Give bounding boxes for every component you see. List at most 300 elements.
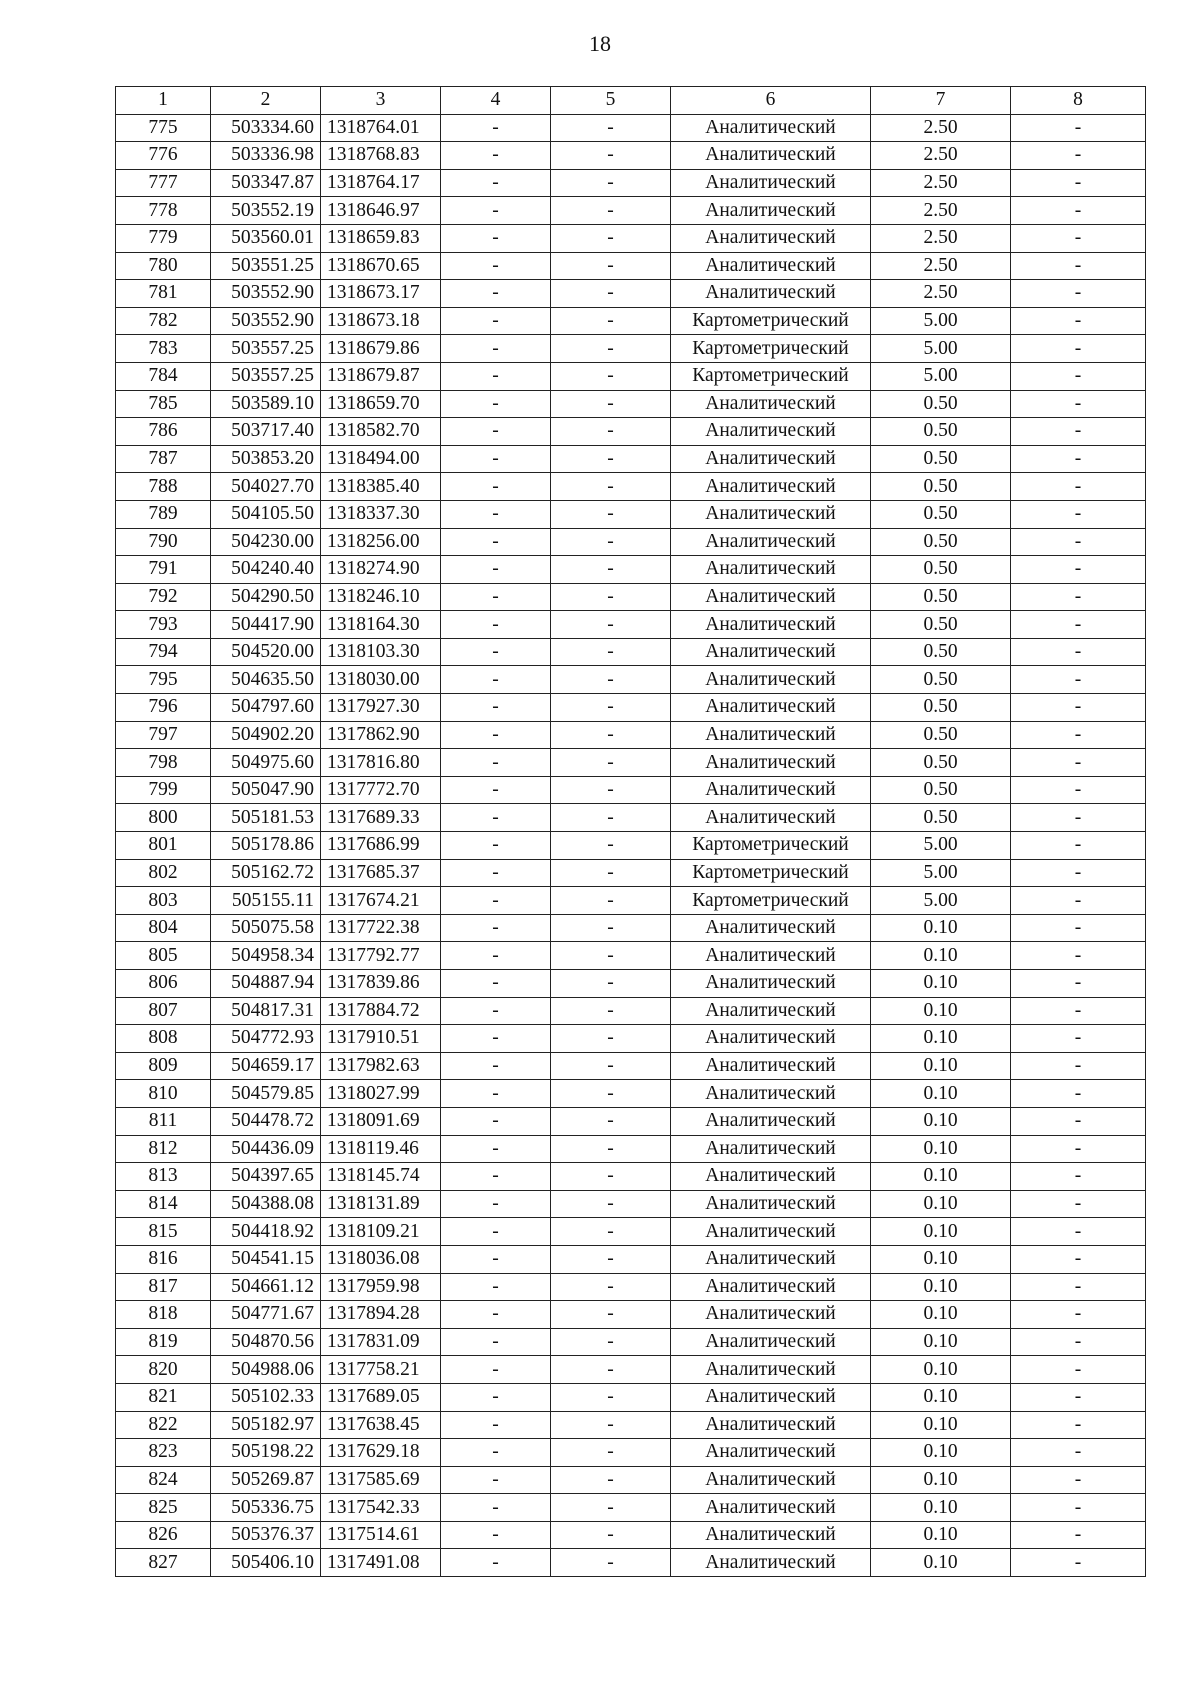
table-cell-col-7: 0.10 bbox=[871, 1107, 1011, 1135]
table-row bbox=[116, 280, 1146, 308]
table-cell-col-5: - bbox=[551, 749, 671, 777]
table-cell-col-7: 0.50 bbox=[871, 776, 1011, 804]
table-row bbox=[116, 859, 1146, 887]
table-cell-col-2: 504772.93 bbox=[211, 1025, 321, 1053]
table-cell-col-8: - bbox=[1011, 611, 1146, 639]
column-header-8: 8 bbox=[1011, 87, 1146, 115]
table-cell-col-6: Аналитический bbox=[671, 666, 871, 694]
table-cell-col-5: - bbox=[551, 997, 671, 1025]
table-cell-col-2: 503853.20 bbox=[211, 445, 321, 473]
table-cell-col-6: Картометрический bbox=[671, 335, 871, 363]
table-row bbox=[116, 970, 1146, 998]
table-cell-col-7: 0.10 bbox=[871, 1218, 1011, 1246]
table-cell-col-8: - bbox=[1011, 197, 1146, 225]
table-row bbox=[116, 997, 1146, 1025]
table-cell-col-6: Картометрический bbox=[671, 307, 871, 335]
table-cell-col-7: 5.00 bbox=[871, 335, 1011, 363]
table-cell-col-3: 1318673.17 bbox=[321, 280, 441, 308]
table-cell-col-7: 0.10 bbox=[871, 1245, 1011, 1273]
table-cell-col-5: - bbox=[551, 224, 671, 252]
table-cell-col-5: - bbox=[551, 1439, 671, 1467]
table-row bbox=[116, 252, 1146, 280]
table-cell-col-4: - bbox=[441, 583, 551, 611]
table-cell-col-5: - bbox=[551, 1190, 671, 1218]
table-cell-col-4: - bbox=[441, 307, 551, 335]
table-cell-col-7: 5.00 bbox=[871, 832, 1011, 860]
table-cell-col-2: 504659.17 bbox=[211, 1052, 321, 1080]
table-cell-col-8: - bbox=[1011, 1190, 1146, 1218]
table-row bbox=[116, 473, 1146, 501]
table-cell-col-1: 820 bbox=[116, 1356, 211, 1384]
table-cell-col-6: Аналитический bbox=[671, 556, 871, 584]
table-cell-col-6: Аналитический bbox=[671, 1301, 871, 1329]
table-cell-col-2: 504478.72 bbox=[211, 1107, 321, 1135]
table-cell-col-8: - bbox=[1011, 142, 1146, 170]
table-cell-col-2: 505155.11 bbox=[211, 887, 321, 915]
table-cell-col-7: 0.10 bbox=[871, 1356, 1011, 1384]
table-cell-col-3: 1317758.21 bbox=[321, 1356, 441, 1384]
table-cell-col-8: - bbox=[1011, 804, 1146, 832]
table-row bbox=[116, 335, 1146, 363]
table-cell-col-8: - bbox=[1011, 859, 1146, 887]
table-cell-col-4: - bbox=[441, 1521, 551, 1549]
table-cell-col-3: 1318764.01 bbox=[321, 114, 441, 142]
table-cell-col-1: 817 bbox=[116, 1273, 211, 1301]
table-cell-col-2: 504988.06 bbox=[211, 1356, 321, 1384]
table-cell-col-1: 783 bbox=[116, 335, 211, 363]
table-cell-col-2: 505406.10 bbox=[211, 1549, 321, 1577]
table-row bbox=[116, 611, 1146, 639]
table-cell-col-6: Аналитический bbox=[671, 1494, 871, 1522]
table-cell-col-5: - bbox=[551, 169, 671, 197]
table-cell-col-8: - bbox=[1011, 887, 1146, 915]
table-cell-col-2: 504105.50 bbox=[211, 500, 321, 528]
table-cell-col-2: 503336.98 bbox=[211, 142, 321, 170]
table-cell-col-7: 0.50 bbox=[871, 721, 1011, 749]
table-row bbox=[116, 1107, 1146, 1135]
table-cell-col-8: - bbox=[1011, 1411, 1146, 1439]
table-cell-col-8: - bbox=[1011, 694, 1146, 722]
table-cell-col-5: - bbox=[551, 583, 671, 611]
table-cell-col-1: 808 bbox=[116, 1025, 211, 1053]
table-body bbox=[116, 114, 1146, 1576]
table-cell-col-4: - bbox=[441, 997, 551, 1025]
table-cell-col-6: Аналитический bbox=[671, 1328, 871, 1356]
table-cell-col-8: - bbox=[1011, 556, 1146, 584]
table-cell-col-7: 0.50 bbox=[871, 694, 1011, 722]
table-cell-col-3: 1317585.69 bbox=[321, 1466, 441, 1494]
table-cell-col-1: 821 bbox=[116, 1383, 211, 1411]
table-cell-col-1: 777 bbox=[116, 169, 211, 197]
table-cell-col-6: Картометрический bbox=[671, 859, 871, 887]
table-cell-col-2: 505047.90 bbox=[211, 776, 321, 804]
table-cell-col-6: Аналитический bbox=[671, 473, 871, 501]
table-cell-col-1: 795 bbox=[116, 666, 211, 694]
table-cell-col-4: - bbox=[441, 970, 551, 998]
table-cell-col-6: Аналитический bbox=[671, 1025, 871, 1053]
table-cell-col-3: 1318164.30 bbox=[321, 611, 441, 639]
table-cell-col-5: - bbox=[551, 1218, 671, 1246]
table-cell-col-4: - bbox=[441, 1163, 551, 1191]
table-cell-col-8: - bbox=[1011, 1163, 1146, 1191]
table-row bbox=[116, 528, 1146, 556]
table-cell-col-8: - bbox=[1011, 638, 1146, 666]
table-cell-col-1: 824 bbox=[116, 1466, 211, 1494]
table-cell-col-5: - bbox=[551, 832, 671, 860]
table-row bbox=[116, 583, 1146, 611]
table-cell-col-6: Аналитический bbox=[671, 583, 871, 611]
table-cell-col-7: 0.10 bbox=[871, 1383, 1011, 1411]
table-cell-col-8: - bbox=[1011, 1080, 1146, 1108]
table-cell-col-8: - bbox=[1011, 500, 1146, 528]
table-cell-col-2: 504027.70 bbox=[211, 473, 321, 501]
table-cell-col-6: Аналитический bbox=[671, 1135, 871, 1163]
table-row bbox=[116, 914, 1146, 942]
table-cell-col-6: Аналитический bbox=[671, 169, 871, 197]
table-cell-col-1: 784 bbox=[116, 362, 211, 390]
table-cell-col-5: - bbox=[551, 197, 671, 225]
table-cell-col-1: 778 bbox=[116, 197, 211, 225]
table-cell-col-1: 796 bbox=[116, 694, 211, 722]
table-cell-col-6: Аналитический bbox=[671, 1549, 871, 1577]
table-cell-col-6: Аналитический bbox=[671, 776, 871, 804]
table-cell-col-5: - bbox=[551, 1301, 671, 1329]
table-cell-col-5: - bbox=[551, 528, 671, 556]
column-header-7: 7 bbox=[871, 87, 1011, 115]
table-row bbox=[116, 1549, 1146, 1577]
table-cell-col-4: - bbox=[441, 832, 551, 860]
table-cell-col-1: 788 bbox=[116, 473, 211, 501]
table-cell-col-4: - bbox=[441, 280, 551, 308]
table-cell-col-4: - bbox=[441, 1439, 551, 1467]
table-cell-col-6: Аналитический bbox=[671, 500, 871, 528]
table-cell-col-5: - bbox=[551, 942, 671, 970]
table-cell-col-4: - bbox=[441, 528, 551, 556]
table-cell-col-8: - bbox=[1011, 252, 1146, 280]
table-row bbox=[116, 1301, 1146, 1329]
table-cell-col-2: 505162.72 bbox=[211, 859, 321, 887]
table-cell-col-6: Аналитический bbox=[671, 1356, 871, 1384]
table-cell-col-8: - bbox=[1011, 280, 1146, 308]
table-row bbox=[116, 1466, 1146, 1494]
table-cell-col-1: 800 bbox=[116, 804, 211, 832]
table-cell-col-3: 1317982.63 bbox=[321, 1052, 441, 1080]
table-cell-col-7: 5.00 bbox=[871, 362, 1011, 390]
table-cell-col-5: - bbox=[551, 611, 671, 639]
table-cell-col-5: - bbox=[551, 1025, 671, 1053]
table-cell-col-7: 0.10 bbox=[871, 1080, 1011, 1108]
table-cell-col-7: 0.50 bbox=[871, 611, 1011, 639]
table-cell-col-7: 0.10 bbox=[871, 1025, 1011, 1053]
table-cell-col-3: 1317722.38 bbox=[321, 914, 441, 942]
table-row bbox=[116, 1218, 1146, 1246]
table-cell-col-3: 1317831.09 bbox=[321, 1328, 441, 1356]
table-cell-col-1: 815 bbox=[116, 1218, 211, 1246]
column-header-5: 5 bbox=[551, 87, 671, 115]
table-cell-col-6: Аналитический bbox=[671, 1163, 871, 1191]
table-row bbox=[116, 1356, 1146, 1384]
table-cell-col-7: 0.50 bbox=[871, 473, 1011, 501]
table-cell-col-8: - bbox=[1011, 832, 1146, 860]
table-cell-col-1: 794 bbox=[116, 638, 211, 666]
table-cell-col-3: 1318337.30 bbox=[321, 500, 441, 528]
table-cell-col-3: 1317792.77 bbox=[321, 942, 441, 970]
table-cell-col-5: - bbox=[551, 252, 671, 280]
table-cell-col-7: 2.50 bbox=[871, 197, 1011, 225]
table-cell-col-1: 792 bbox=[116, 583, 211, 611]
table-cell-col-1: 801 bbox=[116, 832, 211, 860]
table-cell-col-8: - bbox=[1011, 224, 1146, 252]
table-cell-col-6: Аналитический bbox=[671, 1383, 871, 1411]
table-cell-col-1: 803 bbox=[116, 887, 211, 915]
table-cell-col-2: 505198.22 bbox=[211, 1439, 321, 1467]
table-cell-col-8: - bbox=[1011, 390, 1146, 418]
table-cell-col-2: 504579.85 bbox=[211, 1080, 321, 1108]
table-cell-col-8: - bbox=[1011, 335, 1146, 363]
table-cell-col-5: - bbox=[551, 1549, 671, 1577]
table-cell-col-4: - bbox=[441, 721, 551, 749]
table-cell-col-7: 0.10 bbox=[871, 942, 1011, 970]
table-cell-col-5: - bbox=[551, 1411, 671, 1439]
table-cell-col-3: 1318670.65 bbox=[321, 252, 441, 280]
table-cell-col-4: - bbox=[441, 1080, 551, 1108]
table-cell-col-1: 791 bbox=[116, 556, 211, 584]
table-cell-col-4: - bbox=[441, 804, 551, 832]
table-cell-col-4: - bbox=[441, 224, 551, 252]
table-cell-col-4: - bbox=[441, 1356, 551, 1384]
table-row bbox=[116, 1245, 1146, 1273]
table-cell-col-2: 504240.40 bbox=[211, 556, 321, 584]
table-cell-col-3: 1317689.05 bbox=[321, 1383, 441, 1411]
table-cell-col-2: 504771.67 bbox=[211, 1301, 321, 1329]
table-cell-col-5: - bbox=[551, 887, 671, 915]
table-cell-col-7: 0.10 bbox=[871, 1301, 1011, 1329]
table-cell-col-7: 0.10 bbox=[871, 1135, 1011, 1163]
table-cell-col-4: - bbox=[441, 556, 551, 584]
table-row bbox=[116, 1052, 1146, 1080]
table-cell-col-3: 1318679.86 bbox=[321, 335, 441, 363]
table-cell-col-1: 812 bbox=[116, 1135, 211, 1163]
table-cell-col-3: 1318673.18 bbox=[321, 307, 441, 335]
column-header-3: 3 bbox=[321, 87, 441, 115]
table-cell-col-6: Аналитический bbox=[671, 252, 871, 280]
table-cell-col-1: 779 bbox=[116, 224, 211, 252]
table-header bbox=[116, 87, 1146, 115]
table-cell-col-1: 806 bbox=[116, 970, 211, 998]
table-cell-col-3: 1318036.08 bbox=[321, 1245, 441, 1273]
table-cell-col-1: 804 bbox=[116, 914, 211, 942]
table-cell-col-4: - bbox=[441, 1052, 551, 1080]
table-cell-col-6: Аналитический bbox=[671, 749, 871, 777]
table-cell-col-3: 1317839.86 bbox=[321, 970, 441, 998]
table-cell-col-6: Аналитический bbox=[671, 1080, 871, 1108]
table-cell-col-5: - bbox=[551, 1356, 671, 1384]
table-cell-col-2: 504870.56 bbox=[211, 1328, 321, 1356]
table-cell-col-5: - bbox=[551, 1135, 671, 1163]
table-cell-col-5: - bbox=[551, 694, 671, 722]
table-cell-col-3: 1318131.89 bbox=[321, 1190, 441, 1218]
table-row bbox=[116, 114, 1146, 142]
table-cell-col-8: - bbox=[1011, 1245, 1146, 1273]
table-row bbox=[116, 776, 1146, 804]
table-cell-col-2: 505269.87 bbox=[211, 1466, 321, 1494]
table-row bbox=[116, 1163, 1146, 1191]
table-cell-col-4: - bbox=[441, 914, 551, 942]
table-cell-col-1: 816 bbox=[116, 1245, 211, 1273]
table-row bbox=[116, 169, 1146, 197]
table-cell-col-7: 0.10 bbox=[871, 1494, 1011, 1522]
column-header-2: 2 bbox=[211, 87, 321, 115]
table-cell-col-8: - bbox=[1011, 1328, 1146, 1356]
table-cell-col-4: - bbox=[441, 1245, 551, 1273]
table-cell-col-7: 0.10 bbox=[871, 1521, 1011, 1549]
table-cell-col-8: - bbox=[1011, 1356, 1146, 1384]
table-cell-col-1: 822 bbox=[116, 1411, 211, 1439]
table-cell-col-1: 809 bbox=[116, 1052, 211, 1080]
table-cell-col-4: - bbox=[441, 142, 551, 170]
table-cell-col-2: 503557.25 bbox=[211, 362, 321, 390]
table-cell-col-1: 819 bbox=[116, 1328, 211, 1356]
table-row bbox=[116, 1439, 1146, 1467]
table-cell-col-7: 0.10 bbox=[871, 1328, 1011, 1356]
table-cell-col-3: 1317689.33 bbox=[321, 804, 441, 832]
table-cell-col-4: - bbox=[441, 1549, 551, 1577]
table-cell-col-4: - bbox=[441, 1025, 551, 1053]
table-cell-col-4: - bbox=[441, 252, 551, 280]
table-cell-col-8: - bbox=[1011, 583, 1146, 611]
table-cell-col-7: 5.00 bbox=[871, 307, 1011, 335]
table-cell-col-3: 1318027.99 bbox=[321, 1080, 441, 1108]
table-cell-col-2: 504290.50 bbox=[211, 583, 321, 611]
table-cell-col-7: 0.10 bbox=[871, 1549, 1011, 1577]
table-cell-col-4: - bbox=[441, 942, 551, 970]
table-cell-col-1: 799 bbox=[116, 776, 211, 804]
table-cell-col-1: 814 bbox=[116, 1190, 211, 1218]
table-cell-col-4: - bbox=[441, 749, 551, 777]
table-cell-col-8: - bbox=[1011, 776, 1146, 804]
table-row bbox=[116, 666, 1146, 694]
table-cell-col-7: 2.50 bbox=[871, 280, 1011, 308]
table-cell-col-2: 505376.37 bbox=[211, 1521, 321, 1549]
table-cell-col-3: 1318385.40 bbox=[321, 473, 441, 501]
table-cell-col-3: 1317674.21 bbox=[321, 887, 441, 915]
table-cell-col-8: - bbox=[1011, 1494, 1146, 1522]
table-row bbox=[116, 1383, 1146, 1411]
table-cell-col-7: 0.10 bbox=[871, 1411, 1011, 1439]
table-cell-col-1: 775 bbox=[116, 114, 211, 142]
table-cell-col-3: 1317638.45 bbox=[321, 1411, 441, 1439]
table-cell-col-7: 0.50 bbox=[871, 418, 1011, 446]
table-cell-col-6: Аналитический bbox=[671, 721, 871, 749]
table-cell-col-4: - bbox=[441, 445, 551, 473]
table-cell-col-6: Аналитический bbox=[671, 611, 871, 639]
table-row bbox=[116, 721, 1146, 749]
table-cell-col-3: 1318764.17 bbox=[321, 169, 441, 197]
table-cell-col-5: - bbox=[551, 804, 671, 832]
table-cell-col-8: - bbox=[1011, 914, 1146, 942]
table-cell-col-5: - bbox=[551, 776, 671, 804]
table-row bbox=[116, 142, 1146, 170]
table-row bbox=[116, 224, 1146, 252]
page-number: 18 bbox=[589, 31, 611, 56]
table-cell-col-8: - bbox=[1011, 1439, 1146, 1467]
table-cell-col-3: 1318494.00 bbox=[321, 445, 441, 473]
table-cell-col-6: Картометрический bbox=[671, 887, 871, 915]
table-cell-col-2: 505178.86 bbox=[211, 832, 321, 860]
table-cell-col-6: Аналитический bbox=[671, 997, 871, 1025]
table-cell-col-2: 505075.58 bbox=[211, 914, 321, 942]
coordinates-table bbox=[115, 86, 1146, 1577]
table-cell-col-2: 504388.08 bbox=[211, 1190, 321, 1218]
table-cell-col-5: - bbox=[551, 1494, 671, 1522]
table-cell-col-6: Аналитический bbox=[671, 224, 871, 252]
table-cell-col-4: - bbox=[441, 197, 551, 225]
table-cell-col-6: Аналитический bbox=[671, 1107, 871, 1135]
table-row bbox=[116, 694, 1146, 722]
table-cell-col-4: - bbox=[441, 859, 551, 887]
table-cell-col-8: - bbox=[1011, 942, 1146, 970]
table-cell-col-3: 1318256.00 bbox=[321, 528, 441, 556]
table-cell-col-8: - bbox=[1011, 1521, 1146, 1549]
table-cell-col-6: Аналитический bbox=[671, 1218, 871, 1246]
table-cell-col-8: - bbox=[1011, 1107, 1146, 1135]
table-cell-col-3: 1317910.51 bbox=[321, 1025, 441, 1053]
table-row bbox=[116, 1273, 1146, 1301]
table-cell-col-4: - bbox=[441, 694, 551, 722]
table-cell-col-5: - bbox=[551, 280, 671, 308]
table-cell-col-4: - bbox=[441, 1466, 551, 1494]
table-cell-col-6: Аналитический bbox=[671, 694, 871, 722]
table-cell-col-2: 503557.25 bbox=[211, 335, 321, 363]
table-cell-col-3: 1318109.21 bbox=[321, 1218, 441, 1246]
table-cell-col-7: 0.10 bbox=[871, 1190, 1011, 1218]
table-cell-col-3: 1317491.08 bbox=[321, 1549, 441, 1577]
table-cell-col-5: - bbox=[551, 335, 671, 363]
table-cell-col-4: - bbox=[441, 1107, 551, 1135]
table-cell-col-2: 504958.34 bbox=[211, 942, 321, 970]
table-cell-col-4: - bbox=[441, 1494, 551, 1522]
table-cell-col-5: - bbox=[551, 114, 671, 142]
table-cell-col-7: 0.10 bbox=[871, 1273, 1011, 1301]
table-cell-col-3: 1318030.00 bbox=[321, 666, 441, 694]
table-cell-col-8: - bbox=[1011, 666, 1146, 694]
table-cell-col-5: - bbox=[551, 142, 671, 170]
table-cell-col-1: 793 bbox=[116, 611, 211, 639]
table-cell-col-4: - bbox=[441, 1135, 551, 1163]
table-cell-col-4: - bbox=[441, 1383, 551, 1411]
table-cell-col-1: 813 bbox=[116, 1163, 211, 1191]
table-cell-col-8: - bbox=[1011, 418, 1146, 446]
table-row bbox=[116, 390, 1146, 418]
table-cell-col-7: 0.10 bbox=[871, 970, 1011, 998]
table-cell-col-8: - bbox=[1011, 1218, 1146, 1246]
table-cell-col-2: 503347.87 bbox=[211, 169, 321, 197]
table-cell-col-6: Картометрический bbox=[671, 362, 871, 390]
table-cell-col-6: Аналитический bbox=[671, 390, 871, 418]
table-cell-col-3: 1317629.18 bbox=[321, 1439, 441, 1467]
table-cell-col-3: 1318768.83 bbox=[321, 142, 441, 170]
table-row bbox=[116, 749, 1146, 777]
table-cell-col-1: 797 bbox=[116, 721, 211, 749]
table-cell-col-6: Аналитический bbox=[671, 1411, 871, 1439]
table-cell-col-3: 1317884.72 bbox=[321, 997, 441, 1025]
table-cell-col-4: - bbox=[441, 169, 551, 197]
table-cell-col-4: - bbox=[441, 776, 551, 804]
table-row bbox=[116, 418, 1146, 446]
table-cell-col-5: - bbox=[551, 1163, 671, 1191]
table-cell-col-3: 1317542.33 bbox=[321, 1494, 441, 1522]
table-cell-col-2: 504902.20 bbox=[211, 721, 321, 749]
